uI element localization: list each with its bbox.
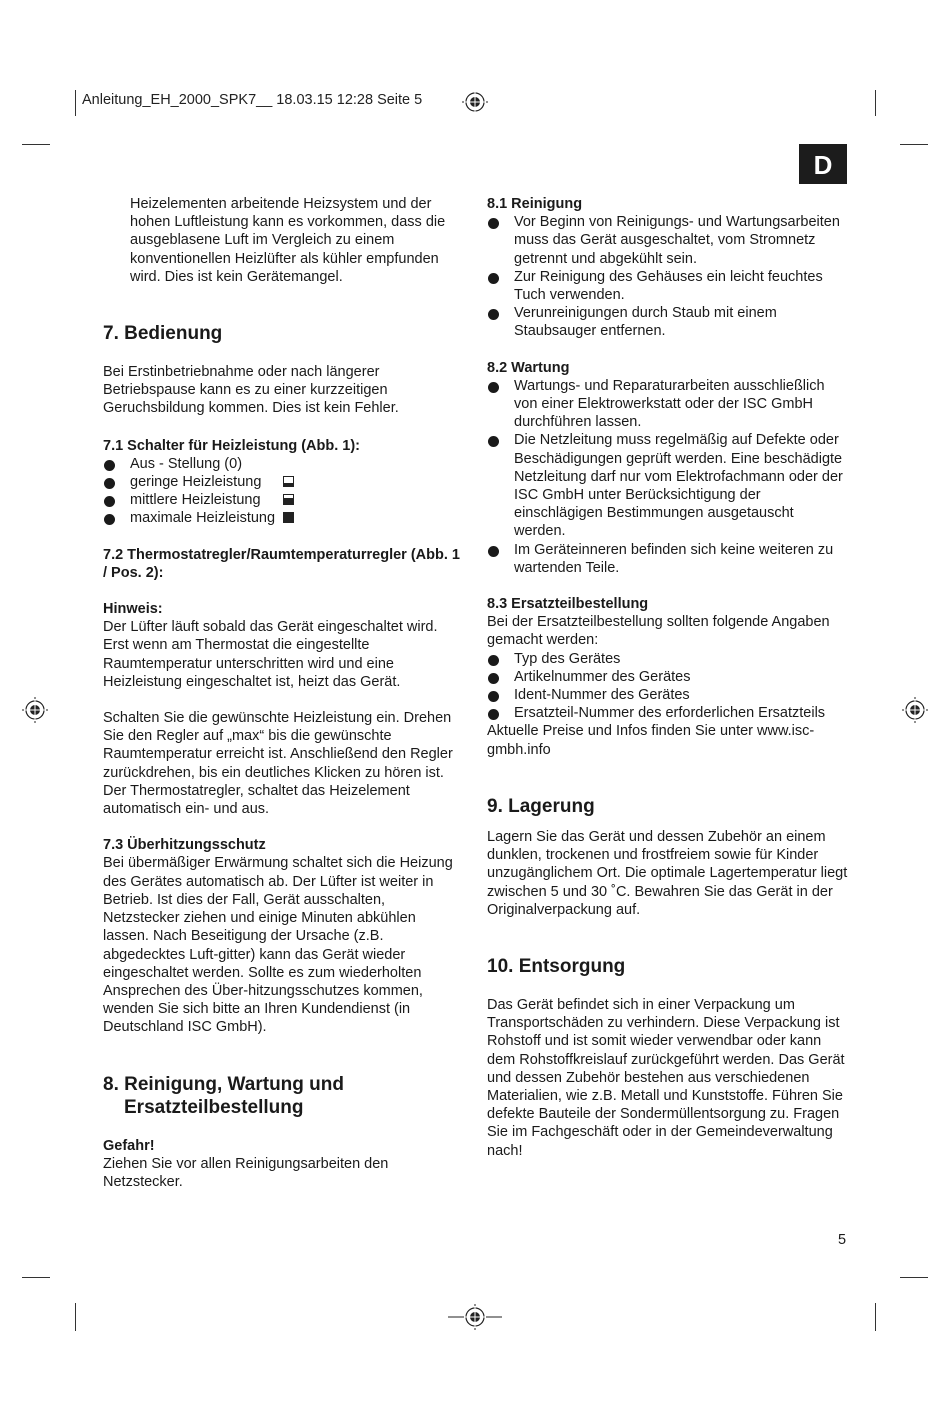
list-item: Zur Reinigung des Gehäuses ein leicht feuchtes Tuch verwenden. <box>487 268 849 304</box>
section-8-title: 8. Reinigung, Wartung und Ersatzteilbestellung <box>103 1073 344 1118</box>
list-item: Artikelnummer des Gerätes <box>487 668 849 686</box>
section-8-2-title: 8.2 Wartung <box>487 359 570 376</box>
crop-mark <box>900 1277 928 1278</box>
switch-position-list <box>103 455 465 528</box>
crop-mark <box>875 1303 876 1331</box>
section-7-title: 7. Bedienung <box>103 323 223 345</box>
print-slug: Anleitung_EH_2000_SPK7__ 18.03.15 12:28 Seite 5 <box>82 92 423 108</box>
spare-parts-list <box>487 650 849 723</box>
list-item: geringe Heizleistung <box>103 473 465 491</box>
gefahr-label: Gefahr! <box>103 1137 155 1154</box>
registration-mark-icon <box>22 697 48 723</box>
section-7-3-title: 7.3 Überhitzungsschutz <box>103 837 266 854</box>
list-item: Verunreinigungen durch Staub mit einem Staubsauger entfernen. <box>487 304 849 340</box>
crop-mark <box>875 90 876 116</box>
section-10-text: Das Gerät befindet sich in einer Verpackung um Transportschäden zu verhindern. Diese Verpackung ist Rohstoff und ist somit wieder verwendbar oder kann dem Rohstoffkreislauf zurückgeführt werden. Das Gerät und dessen Zubehör bestehen aus verschiedenen Materialien, wie z.B. Metall und Kunststoffe. Führen Sie defekte Bauteile der Sondermüllentsorgung zu. Fragen Sie im Fachgeschäft oder in der Gemeindeverwaltung nach! <box>487 996 845 1159</box>
section-7-2-title: 7.2 Thermostatregler/Raumtemperaturregler (Abb. 1 / Pos. 2): <box>103 546 460 581</box>
list-item: Aus - Stellung (0) <box>103 455 465 473</box>
right-column <box>487 195 849 1160</box>
medium-heat-symbol-icon <box>283 494 294 505</box>
page-number: 5 <box>838 1232 847 1248</box>
registration-mark-icon <box>448 1304 502 1330</box>
intro-paragraph: Heizelementen arbeitende Heizsystem und der hohen Luftleistung kann es vorkommen, dass die ausgeblasene Luft im Vergleich zu einem konventionellen Heizlüfter als kühler empfunden wird. Dies ist kein Gerätemangel. <box>130 196 446 285</box>
hinweis-label: Hinweis: <box>103 601 163 618</box>
language-badge: D <box>799 144 847 184</box>
list-item: Ident-Nummer des Gerätes <box>487 686 849 704</box>
low-heat-symbol-icon <box>283 476 294 487</box>
section-7-1-title: 7.1 Schalter für Heizleistung (Abb. 1): <box>103 437 361 454</box>
section-7-2-text: Schalten Sie die gewünschte Heizleistung ein. Drehen Sie den Regler auf „max“ bis die gewünschte Raumtemperatur erreicht ist. Anschließend den Regler zurückdrehen, bis ein deutliches Klicken zu hören ist. Der Thermostatregler, schaltet das Heizelement automatisch ein- und aus. <box>103 710 453 818</box>
crop-mark <box>22 144 50 145</box>
list-item: Wartungs- und Reparaturarbeiten ausschließlich von einer Elektrowerkstatt oder der ISC GmbH durchführen lassen. <box>487 377 849 432</box>
section-7-3-text: Bei übermäßiger Erwärmung schaltet sich die Heizung des Gerätes automatisch ab. Der Lüfter ist weiter in Betrieb. Ist dies der Fall, Gerät ausschalten, Netzstecker ziehen und einige Minuten abkühlen lassen. Nach Beseitigung der Ursache (z.B. abgedecktes Luft-gitter) kann das Gerät wieder eingeschaltet werden. Sollte es zum wiederholten Ansprechen des Über-hitzungsschutzes kommen, wenden Sie sich bitte an Ihren Kundendienst (in Deutschland ISC GmbH). <box>103 855 453 1036</box>
crop-mark <box>75 1303 76 1331</box>
section-8-3-intro: Bei der Ersatzteilbestellung sollten folgende Angaben gemacht werden: <box>487 614 830 649</box>
section-8-3-title: 8.3 Ersatzteilbestellung <box>487 596 649 613</box>
gefahr-text: Ziehen Sie vor allen Reinigungsarbeiten den Netzstecker. <box>103 1155 389 1190</box>
registration-mark-icon <box>462 89 488 115</box>
left-column <box>103 195 465 1191</box>
list-item: Die Netzleitung muss regelmäßig auf Defekte oder Beschädigungen geprüft werden. Eine beschädigte Netzleitung darf nur vom Elektrofachmann oder der ISC GmbH unter Berücksichtigung der einschlägigen Bestimmungen ausgetauscht werden. <box>487 431 849 540</box>
cleaning-list <box>487 213 849 340</box>
crop-mark <box>75 90 76 116</box>
maintenance-list <box>487 377 849 577</box>
section-8-3-info: Aktuelle Preise und Infos finden Sie unter www.isc-gmbh.info <box>487 723 815 758</box>
max-heat-symbol-icon <box>283 512 294 523</box>
list-item: Vor Beginn von Reinigungs- und Wartungsarbeiten muss das Gerät ausgeschaltet, vom Stromnetz getrennt und abgekühlt sein. <box>487 213 849 268</box>
section-9-text: Lagern Sie das Gerät und dessen Zubehör an einem dunklen, trockenen und frostfreiem sowie für Kinder unzugänglichem Ort. Die optimale Lagertemperatur liegt zwischen 5 und 30 ˚C. Bewahren Sie das Gerät in der Originalverpackung auf. <box>487 828 848 918</box>
list-item: Ersatzteil-Nummer des erforderlichen Ersatzteils <box>487 704 849 722</box>
list-item: mittlere Heizleistung <box>103 491 465 509</box>
list-item: maximale Heizleistung <box>103 509 465 527</box>
list-item: Im Geräteinneren befinden sich keine weiteren zu wartenden Teile. <box>487 541 849 577</box>
crop-mark <box>22 1277 50 1278</box>
section-10-title: 10. Entsorgung <box>487 955 626 977</box>
list-item: Typ des Gerätes <box>487 650 849 668</box>
section-8-1-title: 8.1 Reinigung <box>487 196 583 212</box>
crop-mark <box>900 144 928 145</box>
section-9-title: 9. Lagerung <box>487 795 595 817</box>
hinweis-text: Der Lüfter läuft sobald das Gerät eingeschaltet wird. Erst wenn am Thermostat die eingestellte Raumtemperatur unterschritten wird und eine Heizleistung eingeschaltet ist, heizt das Gerät. <box>103 619 438 690</box>
section-7-text: Bei Erstinbetriebnahme oder nach längerer Betriebspause kann es zu einer kurzzeitigen Geruchsbildung kommen. Dies ist kein Fehler. <box>103 364 399 417</box>
registration-mark-icon <box>902 697 928 723</box>
